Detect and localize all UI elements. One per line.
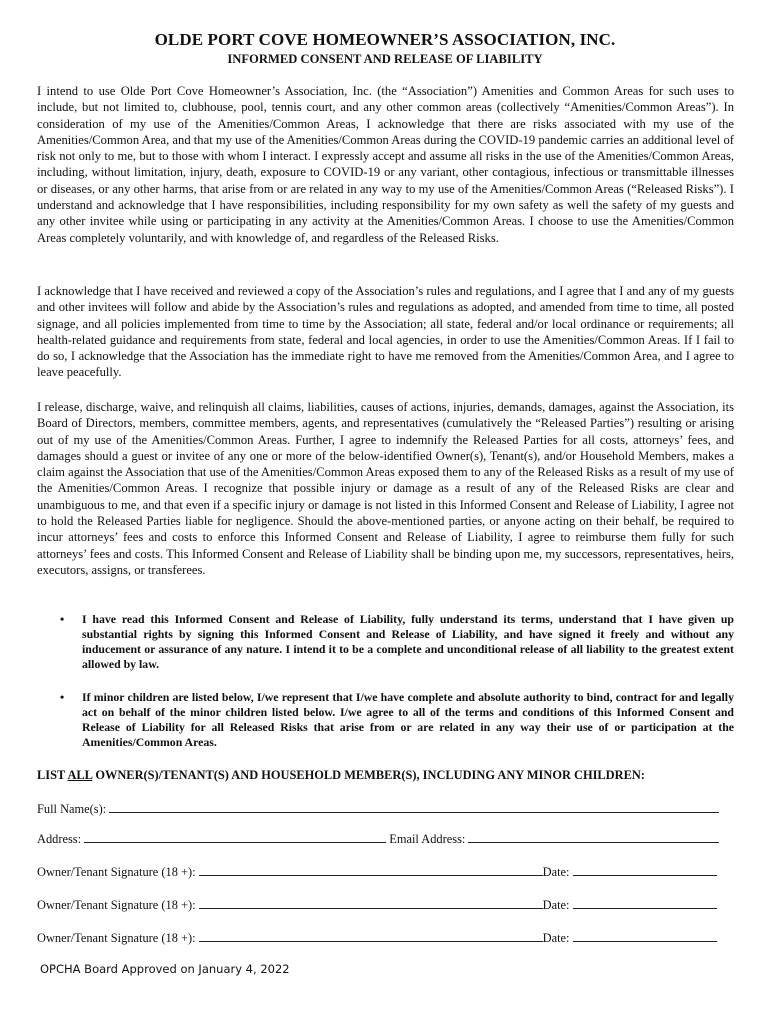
email-label: Email Address: xyxy=(389,832,466,846)
list-heading-prefix: LIST xyxy=(37,768,68,782)
paragraph-release-and-indemnity: I release, discharge, waive, and relinquish all claims, liabilities, causes of actions, injuries, demands, damages, against the Association, its Board of Directors, members, committee members, agents, and representatives (cumulatively the “Released Parties”) resulting or arising out of my use of the Amenities/Common Areas. Further, I agree to indemnify the Released Parties for all costs, attorneys’ fees, and damages should a guest or invitee of any one or more of the below-identified Owner(s), Tenant(s), and/or Household Members, makes a claim against the Association that use of the Amenities/Common Areas exposed them to any of the Released Risks as a result of my use of the Amenities/Common Areas. I recognize that possible injury or damage as a result of any of the Released Risks are clear and unambiguous to me, and that even if a specific injury or damage is not listed in this Informed Consent and Release of Liability, I agree not to hold the Released Parties liable for negligence. Should the above-mentioned parties, or anyone acting on their behalf, be required to incur attorneys’ fees and costs to enforce this Informed Consent and Release of Liability, I agree to reimburse them fully for such attorneys’ fees and costs. This Informed Consent and Release of Liability shall be binding upon me, my successors, representatives, heirs, executors, assigns, or transferees. xyxy=(37,400,734,577)
bullet-item-acknowledgement xyxy=(60,612,734,672)
signature-label: Owner/Tenant Signature (18 +): xyxy=(37,865,196,879)
bullet-item-minor-children xyxy=(60,690,734,750)
address-row xyxy=(37,831,734,847)
date-field[interactable] xyxy=(573,930,717,942)
signature-label: Owner/Tenant Signature (18 +): xyxy=(37,931,196,945)
date-field[interactable] xyxy=(573,897,717,909)
signature-field[interactable] xyxy=(199,930,543,942)
household-list-heading xyxy=(37,768,645,783)
list-heading-suffix: OWNER(S)/TENANT(S) AND HOUSEHOLD MEMBER(S), INCLUDING ANY MINOR CHILDREN: xyxy=(92,768,645,782)
full-names-row xyxy=(37,801,734,817)
document-subtitle: INFORMED CONSENT AND RELEASE OF LIABILITY xyxy=(227,52,543,66)
approval-footer: OPCHA Board Approved on January 4, 2022 xyxy=(40,962,290,976)
bullet-icon: • xyxy=(60,612,65,626)
signature-row-2 xyxy=(37,897,734,913)
date-field[interactable] xyxy=(573,864,717,876)
bullet-icon: • xyxy=(60,690,65,704)
document-title: OLDE PORT COVE HOMEOWNER’S ASSOCIATION, INC. xyxy=(154,30,616,49)
address-label: Address: xyxy=(37,832,82,846)
date-label: Date: xyxy=(542,931,570,945)
paragraph-rules-acknowledgement: I acknowledge that I have received and reviewed a copy of the Association’s rules and regulations, and I agree that I and any of my guests and other invitees will follow and abide by the Association’s rules and regulations as adopted, and amended from time to time, all posted signage, and all policies implemented from time to time by the Association; all state, federal and/or local ordinance or requirements; all health-related guidance and requirements from state, federal and local agencies, in order to use the Amenities/Common Areas. If I fail to do so, I acknowledge that the Association has the immediate right to have me removed from the Amenities/Common Area, and I agree to leave peacefully. xyxy=(37,284,734,380)
bullet-text: If minor children are listed below, I/we represent that I/we have complete and absolute authority to bind, contract for and legally act on behalf of the minor children listed below. I/we agree to all of the terms and conditions of this Informed Consent and Release of Liability for all Released Risks that arise from or are related in any way their use of or participation at the Amenities/Common Areas. xyxy=(82,690,734,749)
full-names-label: Full Name(s): xyxy=(37,802,107,816)
full-names-field[interactable] xyxy=(109,801,719,813)
signature-row-1 xyxy=(37,864,734,880)
date-label: Date: xyxy=(542,865,570,879)
signature-field[interactable] xyxy=(199,864,543,876)
email-field[interactable] xyxy=(468,831,719,843)
signature-field[interactable] xyxy=(199,897,543,909)
paragraph-assumption-of-risk: I intend to use Olde Port Cove Homeowner’s Association, Inc. (the “Association”) Amenities and Common Areas for such uses to include, but not limited to, clubhouse, pool, tennis court, and any other common areas (collectively “Amenities/Common Areas”). In consideration of my use of the Amenities/Common Areas, I acknowledge that there are risks associated with my use of the Amenities/Common Area, and that my use of the Amenities/Common Areas during the COVID-19 pandemic carries an additional level of risk not only to me, but to those with whom I interact. I expressly accept and assume all risks in the use of the Amenities/Common Areas, including, without limitation, injury, death, exposure to COVID-19 or any variant, other contagious, infectious or transmittable illnesses or diseases, or any other harms, that arise from or are related in any way to my use of the Amenities/Common Areas (“Released Risks”). I understand and acknowledge that I have responsibilities, including responsibility for my own safety as well the safety of my guests and any other invitee while using or participating in any activity at the Amenities/Common Areas. I choose to use the Amenities/Common Areas completely voluntarily, and with knowledge of, and regardless of the Released Risks. xyxy=(37,84,734,245)
signature-row-3 xyxy=(37,930,734,946)
date-label: Date: xyxy=(542,898,570,912)
address-field[interactable] xyxy=(84,831,386,843)
list-heading-emphasis: ALL xyxy=(67,768,93,782)
bullet-text: I have read this Informed Consent and Release of Liability, fully understand its terms, understand that I have given up substantial rights by signing this Informed Consent and Release of Liability, and have signed it freely and without any inducement or assurance of any nature. I intend it to be a complete and unconditional release of all liability to the greatest extent allowed by law. xyxy=(82,612,734,671)
signature-label: Owner/Tenant Signature (18 +): xyxy=(37,898,196,912)
